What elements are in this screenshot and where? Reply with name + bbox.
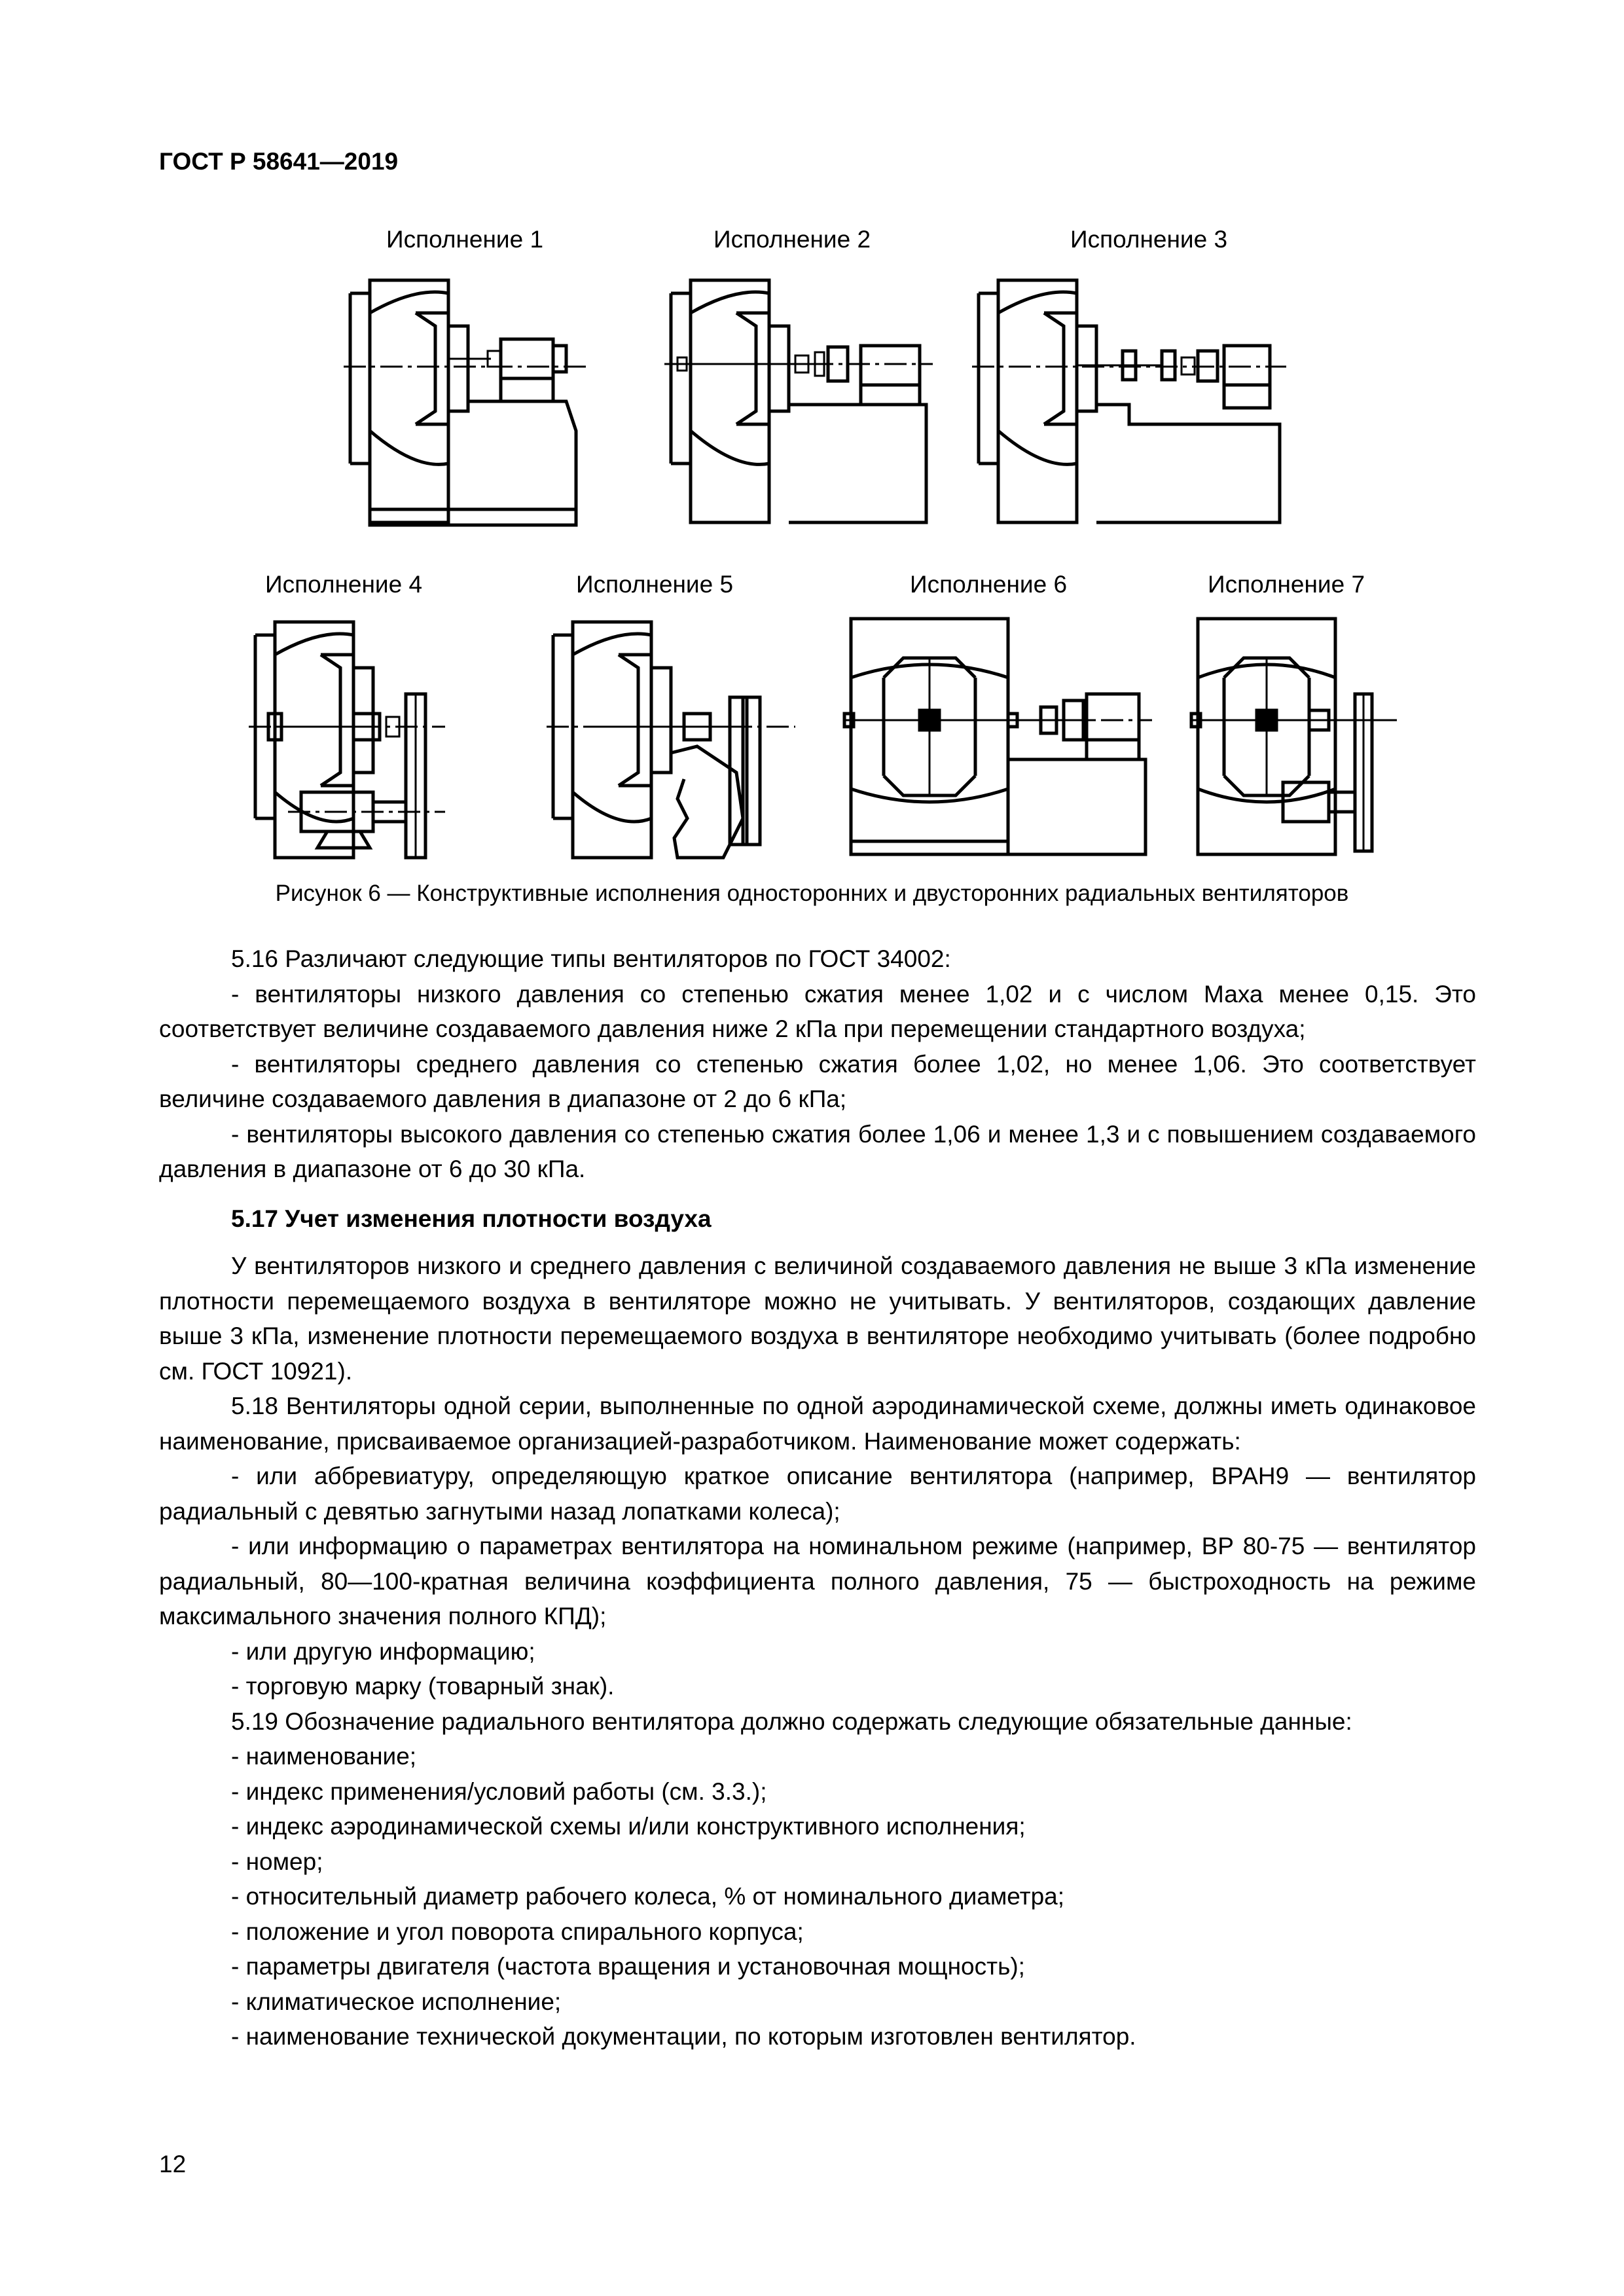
fan-drawing-variant-4 <box>249 622 445 864</box>
list-item: - номер; <box>231 1848 323 1875</box>
list-item-abbreviation: - или аббревиатуру, определяющую краткое описание вентилятора (например, ВРАН9 — вентилятор радиальный с девятью загнутыми назад лопатками колеса); <box>159 1463 1476 1525</box>
list-item-low-pressure: - вентиляторы низкого давления со степенью сжатия менее 1,02 и с числом Маха менее 0,15. Это соответствует величине создаваемого давления ниже 2 кПа при перемещении стандартного воздуха; <box>159 980 1476 1042</box>
variant-label-3: Исполнение 3 <box>1070 226 1228 253</box>
fan-drawing-variant-6 <box>844 619 1152 864</box>
paragraph-5-18: 5.18 Вентиляторы одной серии, выполненные по одной аэродинамической схеме, должны иметь одинаковое наименование, присваиваемое организацией-разработчиком. Наименование может содержать: <box>159 1393 1476 1455</box>
fan-drawing-variant-3 <box>972 274 1286 536</box>
list-item-trademark: - торговую марку (товарный знак). <box>231 1673 615 1700</box>
list-item-nominal-parameters: - или информацию о параметрах вентилятора на номинальном режиме (например, ВР 80-75 — вентилятор радиальный, 80—100-кратная величина коэффициента полного давления, 75 — быстроходность на режиме максимального значения полного КПД); <box>159 1533 1476 1630</box>
fan-drawing-variant-1 <box>344 274 586 536</box>
paragraph-5-19: 5.19 Обозначение радиального вентилятора должно содержать следующие обязательные данные: <box>231 1707 1352 1735</box>
variant-label-5: Исполнение 5 <box>576 571 734 598</box>
list-item-medium-pressure: - вентиляторы среднего давления со степенью сжатия более 1,02, но менее 1,06. Это соответствует величине создаваемого давления в диапазоне от 2 до 6 кПа; <box>159 1050 1476 1112</box>
fan-drawing-variant-5 <box>547 622 795 864</box>
list-item: - относительный диаметр рабочего колеса, % от номинального диаметра; <box>231 1883 1065 1910</box>
variant-label-4: Исполнение 4 <box>265 571 423 598</box>
document-header: ГОСТ Р 58641—2019 <box>159 148 399 175</box>
variant-label-2: Исполнение 2 <box>713 226 871 253</box>
variant-label-1: Исполнение 1 <box>386 226 544 253</box>
figure-caption: Рисунок 6 — Конструктивные исполнения односторонних и двусторонних радиальных вентиляторов <box>275 881 1349 906</box>
section-5-17 <box>159 1201 1476 1237</box>
fan-drawing-variant-7 <box>1191 619 1401 864</box>
paragraph-5-17: У вентиляторов низкого и среднего давления с величиной создаваемого давления не выше 3 кПа изменение плотности перемещаемого воздуха в вентиляторе можно не учитывать. У вентиляторов, создающих давление выше 3 кПа, изменение плотности перемещаемого воздуха в вентиляторе необходимо учитывать (более подробно см. ГОСТ 10921). <box>159 1252 1476 1385</box>
list-item: - индекс применения/условий работы (см. 3.3.); <box>231 1777 767 1805</box>
paragraph-5-16: 5.16 Различают следующие типы вентиляторов по ГОСТ 34002: <box>231 945 951 972</box>
list-item: - наименование; <box>231 1743 417 1770</box>
section-heading-5-17: 5.17 Учет изменения плотности воздуха <box>231 1205 712 1232</box>
list-item-high-pressure: - вентиляторы высокого давления со степенью сжатия более 1,06 и менее 1,3 и с повышением создаваемого давления в диапазоне от 6 до 30 кПа. <box>159 1120 1476 1182</box>
variant-label-6: Исполнение 6 <box>910 571 1068 598</box>
list-item-other-info: - или другую информацию; <box>231 1637 535 1665</box>
list-item: - параметры двигателя (частота вращения и установочная мощность); <box>231 1953 1025 1980</box>
variant-label-7: Исполнение 7 <box>1208 571 1365 598</box>
list-item: - наименование технической документации, по которым изготовлен вентилятор. <box>231 2023 1136 2050</box>
list-item: - положение и угол поворота спирального корпуса; <box>231 1918 804 1945</box>
page-number: 12 <box>159 2151 187 2178</box>
section-5-17-5-19 <box>159 1248 1476 2054</box>
list-item: - индекс аэродинамической схемы и/или конструктивного исполнения; <box>231 1813 1026 1840</box>
fan-drawing-variant-2 <box>664 274 933 536</box>
section-5-16 <box>159 941 1476 1187</box>
list-item: - климатическое исполнение; <box>231 1988 562 2015</box>
